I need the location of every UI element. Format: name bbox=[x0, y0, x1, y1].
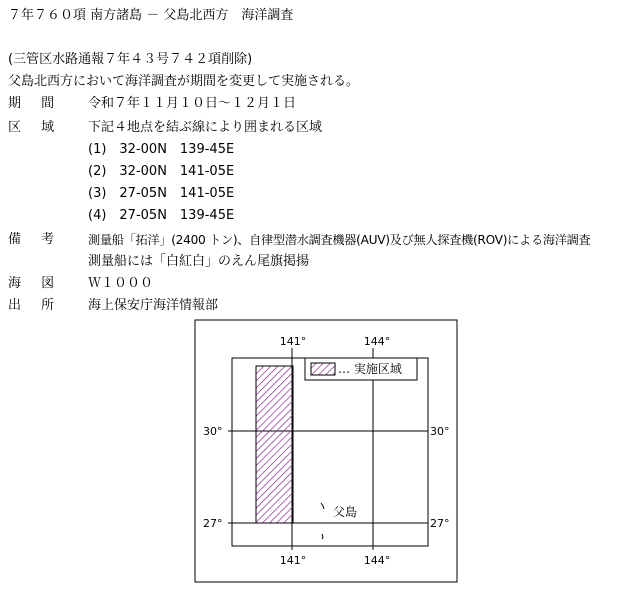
notice-title: ７年７６０項 南方諸島 － 父島北西方 海洋調査 bbox=[8, 8, 294, 23]
survey-area bbox=[256, 366, 293, 523]
lat-label-27-left: 27° bbox=[203, 517, 223, 530]
point-3: (3) 27-05N 141-05E bbox=[88, 186, 235, 201]
point-4: (4) 27-05N 139-45E bbox=[88, 208, 235, 223]
reference-note: (三管区水路通報７年４３号７４２項削除) bbox=[8, 52, 253, 67]
chart-label: 海 図 bbox=[8, 276, 63, 291]
remark-1: 測量船「拓洋」(2400 トン)、自律型潜水調査機器(AUV)及び無人探査機(ROV)による海洋調査 bbox=[88, 233, 591, 247]
area-label: 区 域 bbox=[8, 120, 63, 135]
source-value: 海上保安庁海洋情報部 bbox=[88, 298, 219, 313]
island-label: 父島 bbox=[333, 505, 358, 519]
point-2: (2) 32-00N 141-05E bbox=[88, 164, 235, 179]
lon-label-141-bottom: 141° bbox=[279, 554, 307, 567]
chart-value: Ｗ１０００ bbox=[88, 276, 154, 291]
summary-text: 父島北西方において海洋調査が期間を変更して実施される。 bbox=[8, 74, 360, 89]
area-value: 下記４地点を結ぶ線により囲まれる区域 bbox=[88, 120, 323, 135]
lat-label-30-left: 30° bbox=[203, 425, 223, 438]
lat-label-30-right: 30° bbox=[430, 425, 450, 438]
lon-label-141-top: 141° bbox=[279, 335, 307, 348]
point-1: (1) 32-00N 139-45E bbox=[88, 142, 235, 157]
lon-label-144-bottom: 144° bbox=[363, 554, 391, 567]
period-label: 期 間 bbox=[8, 96, 63, 111]
remarks-label: 備 考 bbox=[8, 232, 63, 247]
chichijima-island-icon bbox=[321, 503, 324, 539]
legend-swatch bbox=[311, 363, 335, 375]
lon-label-144-top: 144° bbox=[363, 335, 391, 348]
lat-label-27-right: 27° bbox=[430, 517, 450, 530]
source-label: 出 所 bbox=[8, 298, 63, 313]
remark-2: 測量船には「白紅白」のえん尾旗掲揚 bbox=[88, 254, 310, 269]
period-value: 令和７年１１月１０日〜１２月１日 bbox=[88, 96, 297, 111]
legend-label: … 実施区域 bbox=[338, 362, 402, 376]
